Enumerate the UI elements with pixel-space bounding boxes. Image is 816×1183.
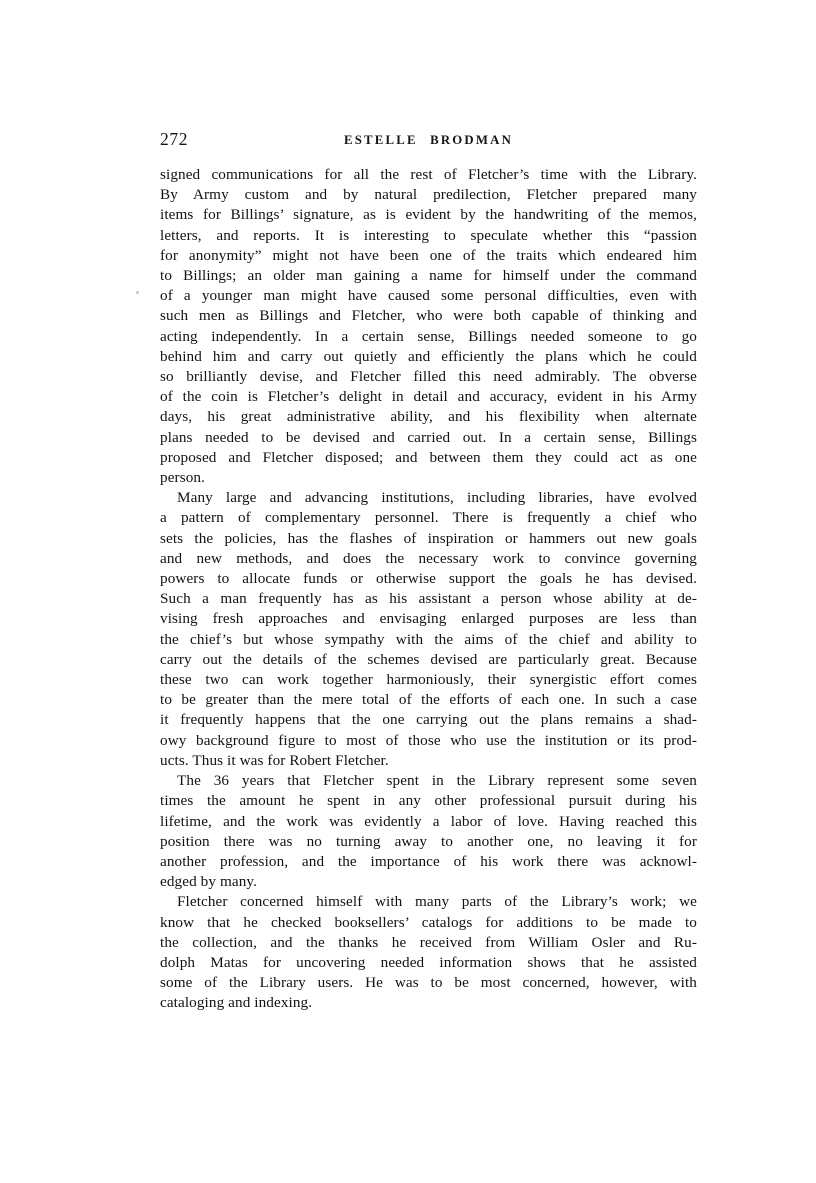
paragraph: [160, 892, 697, 1013]
text-block: [160, 165, 697, 1014]
page-header: [160, 129, 697, 153]
text-line: some of the Library users. He was to be most concerned, however, with: [160, 974, 697, 992]
paragraph: [160, 488, 697, 771]
text-line: vising fresh approaches and envisaging enlarged purposes are less than: [160, 610, 697, 628]
text-line: letters, and reports. It is interesting to speculate whether this “passion: [160, 226, 697, 244]
text-line: it frequently happens that the one carrying out the plans remains a shad-: [160, 711, 697, 729]
text-line: carry out the details of the schemes devised are particularly great. Because: [160, 650, 697, 668]
text-line: Fletcher concerned himself with many parts of the Library’s work; we: [177, 893, 697, 911]
text-line: cataloging and indexing.: [160, 994, 313, 1012]
text-line: acting independently. In a certain sense, Billings needed someone to go: [160, 327, 697, 345]
text-line: person.: [160, 469, 205, 487]
text-line: for anonymity” might not have been one of the traits which endeared him: [160, 246, 697, 264]
text-line: powers to allocate funds or otherwise support the goals he has devised.: [160, 570, 697, 588]
text-line: lifetime, and the work was evidently a labor of love. Having reached this: [160, 812, 697, 830]
text-line: know that he checked booksellers’ catalogs for additions to be made to: [160, 913, 697, 931]
text-line: By Army custom and by natural predilection, Fletcher prepared many: [160, 186, 697, 204]
running-head: ESTELLE BRODMAN: [343, 133, 514, 147]
text-line: dolph Matas for uncovering needed information shows that he assisted: [160, 953, 697, 971]
text-line: and new methods, and does the necessary work to convince governing: [160, 549, 697, 567]
text-line: a pattern of complementary personnel. There is frequently a chief who: [160, 509, 697, 527]
text-line: to Billings; an older man gaining a name for himself under the command: [160, 267, 697, 285]
paragraph: [160, 771, 697, 892]
text-line: The 36 years that Fletcher spent in the Library represent some seven: [177, 772, 697, 790]
text-line: the chief’s but whose sympathy with the aims of the chief and ability to: [160, 630, 697, 648]
scan-speck: [136, 291, 139, 294]
text-line: such men as Billings and Fletcher, who were both capable of thinking and: [160, 307, 697, 325]
text-line: these two can work together harmoniously, their synergistic effort comes: [160, 671, 697, 689]
text-line: owy background figure to most of those who use the institution or its prod-: [160, 731, 697, 749]
text-line: Such a man frequently has as his assistant a person whose ability at de-: [160, 590, 697, 608]
page-number: 272: [160, 129, 189, 149]
text-line: Many large and advancing institutions, including libraries, have evolved: [177, 489, 697, 507]
text-line: days, his great administrative ability, and his flexibility when alternate: [160, 408, 697, 426]
text-line: to be greater than the mere total of the efforts of each one. In such a case: [160, 691, 697, 709]
text-line: of the coin is Fletcher’s delight in detail and accuracy, evident in his Army: [160, 388, 697, 406]
text-line: signed communications for all the rest of Fletcher’s time with the Library.: [160, 166, 697, 183]
text-line: behind him and carry out quietly and efficiently the plans which he could: [160, 347, 697, 365]
text-line: of a younger man might have caused some personal difficulties, even with: [160, 287, 697, 305]
text-line: position there was no turning away to another one, no leaving it for: [160, 832, 697, 850]
text-line: another profession, and the importance of his work there was acknowl-: [160, 852, 697, 870]
text-line: the collection, and the thanks he received from William Osler and Ru-: [160, 933, 697, 951]
text-line: times the amount he spent in any other professional pursuit during his: [160, 792, 697, 810]
text-line: sets the policies, has the flashes of inspiration or hammers out new goals: [160, 529, 697, 547]
text-line: proposed and Fletcher disposed; and between them they could act as one: [160, 448, 697, 466]
text-line: plans needed to be devised and carried out. In a certain sense, Billings: [160, 428, 697, 446]
text-line: so brilliantly devise, and Fletcher filled this need admirably. The obverse: [160, 368, 697, 386]
text-line: ucts. Thus it was for Robert Fletcher.: [160, 751, 389, 769]
text-line: edged by many.: [160, 873, 257, 891]
paragraph: [160, 165, 697, 488]
text-line: items for Billings’ signature, as is evident by the handwriting of the memos,: [160, 206, 697, 224]
